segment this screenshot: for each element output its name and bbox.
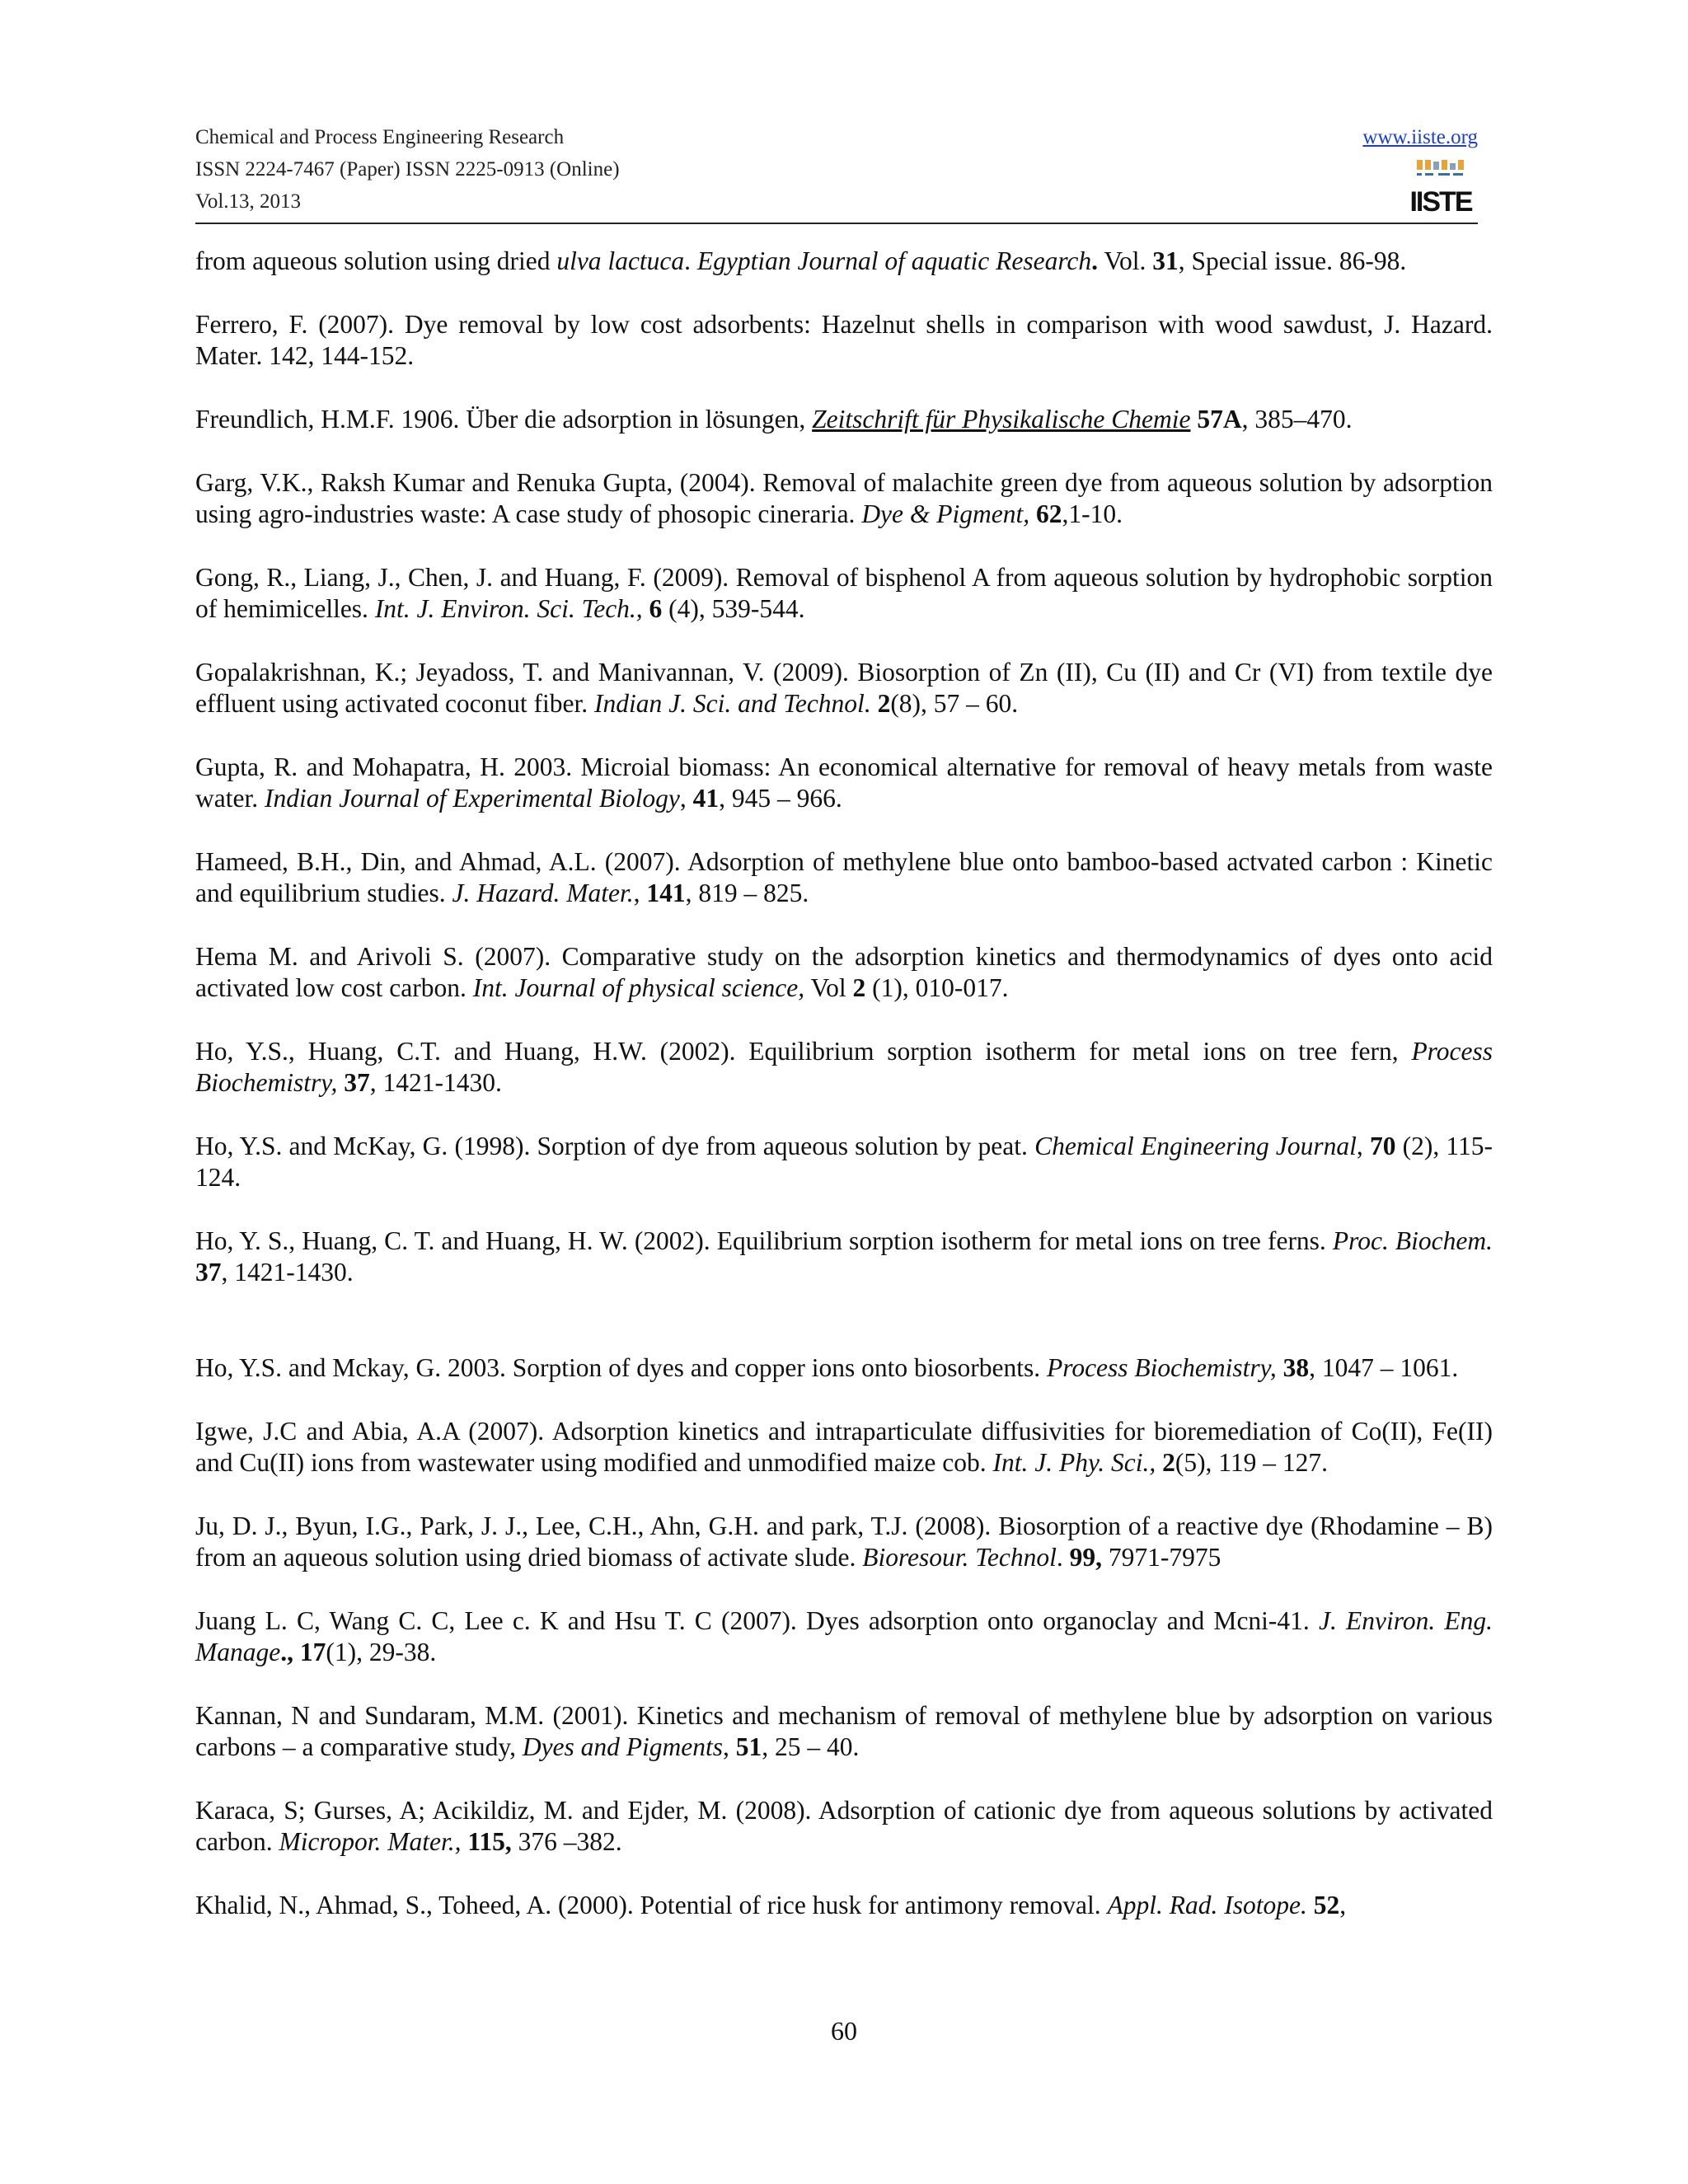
- reference-text: 38: [1282, 1353, 1310, 1382]
- reference-entry: [195, 246, 1493, 277]
- reference-text: (5), 119 – 127.: [1175, 1448, 1329, 1477]
- reference-text: 2: [877, 689, 891, 718]
- reference-text: 376 –382.: [511, 1827, 622, 1856]
- reference-text: .,: [280, 1638, 300, 1666]
- reference-entry: [195, 752, 1493, 814]
- reference-entry: [195, 657, 1493, 719]
- reference-text: Dyes and Pigments: [522, 1732, 724, 1761]
- reference-text: J. Hazard. Mater.: [452, 879, 634, 907]
- reference-text: 62: [1036, 499, 1062, 528]
- reference-text: 37: [195, 1258, 222, 1286]
- reference-entry: [195, 846, 1493, 909]
- reference-text: Ju, D. J., Byun, I.G., Park, J. J., Lee, C.H., Ahn, G.H. and park, T.J. (2008). Biosorption of a reactive dye (Rhodamine – B) from an aqueous solution using dried biomass of activate slude.: [195, 1511, 1493, 1572]
- reference-text: Appl. Rad. Isotope.: [1107, 1891, 1307, 1919]
- reference-text: 2: [1162, 1448, 1175, 1477]
- reference-list: [195, 246, 1493, 1953]
- reference-text: Ferrero, F. (2007). Dye removal by low cost adsorbents: Hazelnut shells in comparison with wood sawdust, J. Hazard. Mater. 142, 144-152.: [195, 310, 1493, 370]
- reference-text: 31: [1152, 246, 1179, 275]
- reference-text: ,: [723, 1732, 736, 1761]
- reference-entry: [195, 309, 1493, 372]
- reference-text: , Special issue. 86-98.: [1178, 246, 1407, 275]
- reference-text: , 945 – 966.: [719, 784, 842, 813]
- reference-text: Ho, Y.S. and Mckay, G. 2003. Sorption of dyes and copper ions onto biosorbents.: [195, 1353, 1047, 1382]
- reference-text: ,: [679, 784, 693, 813]
- reference-text: Kannan, N and Sundaram, M.M. (2001). Kinetics and mechanism of removal of methylene blue by adsorption on various carbons – a comparative study,: [195, 1701, 1493, 1761]
- reference-text: ulva lactuca: [556, 246, 685, 275]
- reference-text: Int. J. Environ. Sci. Tech.,: [374, 594, 643, 623]
- reference-text: ,: [633, 879, 647, 907]
- reference-entry: [195, 1036, 1493, 1099]
- reference-text: 70: [1369, 1132, 1396, 1160]
- reference-text: Ho, Y. S., Huang, C. T. and Huang, H. W. (2002). Equilibrium sorption isotherm for metal ions on tree ferns.: [195, 1226, 1333, 1255]
- iiste-logo-icon: [1409, 158, 1472, 218]
- reference-text: Hema M. and Arivoli S. (2007). Comparative study on the adsorption kinetics and thermodynamics of dyes onto acid activated low cost carbon.: [195, 942, 1493, 1002]
- reference-text: .: [1091, 246, 1099, 275]
- reference-text: Gopalakrishnan, K.; Jeyadoss, T. and Manivannan, V. (2009). Biosorption of Zn (II), Cu (II) and Cr (VI) from textile dye effluent using activated coconut fiber.: [195, 658, 1493, 718]
- reference-text: 52: [1313, 1891, 1340, 1919]
- volume-line: Vol.13, 2013: [195, 190, 302, 213]
- reference-text: Juang L. C, Wang C. C, Lee c. K and Hsu T. C (2007). Dyes adsorption onto organoclay and Mcni-41.: [195, 1606, 1319, 1635]
- reference-text: , 385–470.: [1241, 405, 1353, 434]
- logo-text: IISTE: [1409, 186, 1472, 218]
- reference-text: Int. Journal of physical science,: [472, 973, 805, 1002]
- page-number: 60: [831, 2016, 857, 2046]
- reference-text: [1029, 499, 1036, 528]
- reference-text: ,: [1356, 1132, 1370, 1160]
- reference-text: , 25 – 40.: [762, 1732, 860, 1761]
- reference-text: Gupta, R. and Mohapatra, H. 2003. Microial biomass: An economical alternative for removal of heavy metals from waste water.: [195, 752, 1493, 813]
- reference-entry: [195, 1795, 1493, 1858]
- reference-text: Khalid, N., Ahmad, S., Toheed, A. (2000). Potential of rice husk for antimony removal.: [195, 1891, 1108, 1919]
- reference-text: Micropor. Mater.,: [279, 1827, 462, 1856]
- reference-entry: [195, 941, 1493, 1004]
- reference-text: 41: [692, 784, 720, 813]
- reference-text: 51: [735, 1732, 762, 1761]
- reference-text: Dye & Pigment,: [861, 499, 1030, 528]
- reference-text: (8), 57 – 60.: [890, 689, 1019, 718]
- reference-text: Gong, R., Liang, J., Chen, J. and Huang, F. (2009). Removal of bisphenol A from aqueous solution by hydrophobic sorption of hemimicelles.: [195, 563, 1493, 623]
- reference-text: [643, 594, 649, 623]
- reference-text: , 1047 – 1061.: [1309, 1353, 1459, 1382]
- reference-text: [1277, 1353, 1283, 1382]
- reference-entry: [195, 1605, 1493, 1668]
- reference-text: 37: [344, 1068, 370, 1097]
- reference-text: Zeitschrift für Physikalische Chemie: [812, 405, 1191, 434]
- reference-text: [1156, 1448, 1162, 1477]
- reference-text: 141: [646, 879, 686, 907]
- reference-text: , 819 – 825.: [685, 879, 809, 907]
- reference-entry: [195, 562, 1493, 625]
- reference-entry: [195, 1131, 1493, 1193]
- reference-text: .: [684, 246, 697, 275]
- reference-entry: [195, 1226, 1493, 1288]
- reference-text: Vol.: [1098, 246, 1153, 275]
- reference-entry: [195, 404, 1493, 435]
- reference-text: Process Biochemistry,: [195, 1037, 1493, 1097]
- page-header: [195, 120, 1478, 224]
- reference-entry: [195, 1700, 1493, 1763]
- reference-text: Hameed, B.H., Din, and Ahmad, A.L. (2007). Adsorption of methylene blue onto bamboo-based actvated carbon : Kinetic and equilibrium studies.: [195, 847, 1493, 907]
- journal-title: Chemical and Process Engineering Research: [195, 126, 565, 148]
- reference-text: (2), 115-124.: [195, 1132, 1493, 1192]
- reference-text: (4), 539-544.: [662, 594, 805, 623]
- reference-text: Bioresour. Technol: [862, 1543, 1057, 1572]
- reference-entry: [195, 1352, 1493, 1384]
- reference-text: .: [1056, 1543, 1070, 1572]
- reference-text: , 1421-1430.: [221, 1258, 354, 1286]
- reference-text: ,1-10.: [1062, 499, 1123, 528]
- reference-text: Karaca, S; Gurses, A; Acikildiz, M. and Ejder, M. (2008). Adsorption of cationic dye from aqueous solutions by activated carbon.: [195, 1796, 1493, 1856]
- reference-text: 57A: [1197, 405, 1242, 434]
- reference-text: J. Environ. Eng. Manage: [195, 1606, 1493, 1666]
- reference-text: [1307, 1891, 1314, 1919]
- reference-text: (1), 010-017.: [865, 973, 1009, 1002]
- reference-text: Freundlich, H.M.F. 1906. Über die adsorption in lösungen,: [195, 405, 813, 434]
- website-link[interactable]: www.iiste.org: [1362, 126, 1478, 148]
- reference-text: 7971-7975: [1102, 1543, 1221, 1572]
- reference-text: 17: [299, 1638, 326, 1666]
- reference-text: Int. J. Phy. Sci.,: [992, 1448, 1156, 1477]
- reference-text: from aqueous solution using dried: [195, 246, 557, 275]
- reference-text: Vol: [804, 973, 853, 1002]
- issn-line: ISSN 2224-7467 (Paper) ISSN 2225-0913 (Online): [195, 158, 620, 180]
- reference-text: ,: [1339, 1891, 1347, 1919]
- reference-entry: [195, 1511, 1493, 1573]
- reference-text: Igwe, J.C and Abia, A.A (2007). Adsorption kinetics and intraparticulate diffusivities for bioremediation of Co(II), Fe(II) and Cu(II) ions from wastewater using modified and unmodified maize cob.: [195, 1417, 1493, 1477]
- reference-entry: [195, 1890, 1493, 1921]
- reference-text: Egyptian Journal of aquatic Research: [696, 246, 1092, 275]
- reference-text: 115,: [467, 1827, 512, 1856]
- reference-text: 99,: [1069, 1543, 1103, 1572]
- reference-text: 6: [649, 594, 663, 623]
- reference-text: Chemical Engineering Journal: [1034, 1132, 1357, 1160]
- reference-text: [871, 689, 878, 718]
- reference-entry: [195, 467, 1493, 530]
- reference-text: Process Biochemistry,: [1047, 1353, 1277, 1382]
- reference-text: Proc. Biochem.: [1332, 1226, 1493, 1255]
- reference-text: Indian Journal of Experimental Biology: [264, 784, 680, 813]
- reference-text: Ho, Y.S. and McKay, G. (1998). Sorption of dye from aqueous solution by peat.: [195, 1132, 1035, 1160]
- reference-text: Ho, Y.S., Huang, C.T. and Huang, H.W. (2002). Equilibrium sorption isotherm for metal ions on tree fern,: [195, 1037, 1412, 1066]
- reference-text: Garg, V.K., Raksh Kumar and Renuka Gupta, (2004). Removal of malachite green dye from aqueous solution by adsorption using agro-industries waste: A case study of phosopic cineraria.: [195, 468, 1493, 528]
- reference-text: (1), 29-38.: [326, 1638, 437, 1666]
- reference-text: Indian J. Sci. and Technol.: [594, 689, 871, 718]
- reference-entry: [195, 1416, 1493, 1479]
- reference-text: , 1421-1430.: [369, 1068, 502, 1097]
- reference-text: 2: [852, 973, 866, 1002]
